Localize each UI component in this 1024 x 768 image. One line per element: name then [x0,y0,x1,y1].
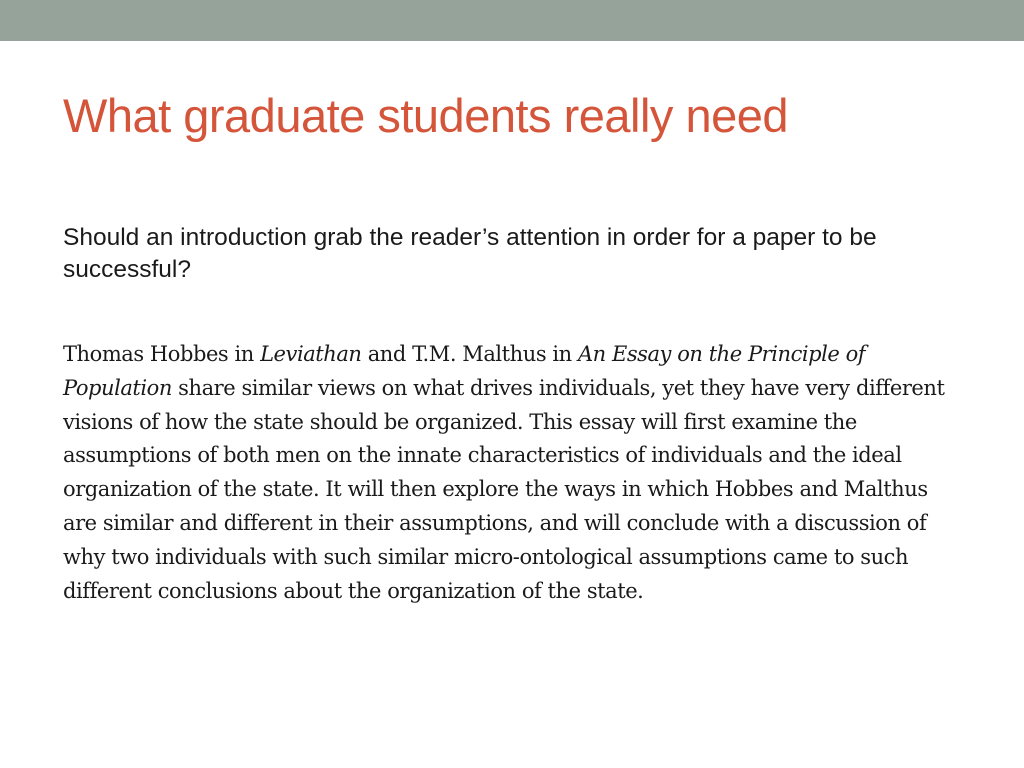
question-text: Should an introduction grab the reader’s attention in order for a paper to be successful? [63,224,877,283]
paragraph-text-2: and T.M. Malthus in [361,342,578,366]
work-title-leviathan: Leviathan [260,342,362,366]
paragraph-text-3: share similar views on what drives individuals, yet they have very different visions of how the state should be organized. This essay will first examine the assumptions of both men on the innate characteristics of individuals and the ideal organization of the state. It will then explore the ways in which Hobbes and Malthus are similar and different in their assumptions, and will conclude with a discussion of why two individuals with such similar micro-ontological assumptions came to such different conclusions about the organization of the state. [63,375,945,603]
example-paragraph [63,338,958,608]
work-title-essay-on-population: An Essay on the Principle of Population [63,342,866,400]
slide-title: What graduate students really need [63,89,789,142]
top-accent-bar [0,0,1024,41]
paragraph-text-1: Thomas Hobbes in [63,342,261,366]
